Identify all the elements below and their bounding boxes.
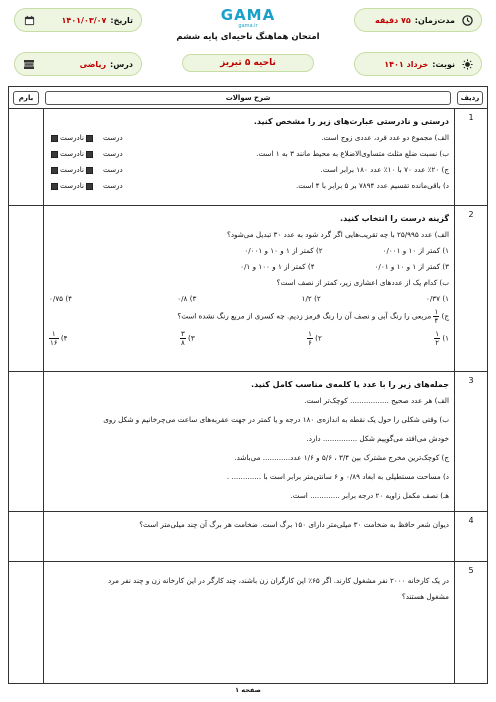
q2c-option[interactable]: ۳) $\frac{۳}{۸}$ <box>180 330 195 347</box>
q3-line: د) مساحت مستطیلی به ابعاد ۰/۸۹ و ۶ سانتی‌متر برابر است با ............. . <box>226 472 449 481</box>
calendar-icon <box>23 14 35 26</box>
q1-item-text: د) باقی‌مانده تقسیم عدد ۷۸۹۴ بر ۵ برابر با ۴ است. <box>296 181 449 190</box>
question-4 <box>9 512 487 562</box>
q1-item-a <box>49 131 449 147</box>
q2c-option[interactable]: ۴) $\frac{۱}{۱۶}$ <box>50 330 68 347</box>
q3-line: خودش می‌افتد می‌گوییم شکل ............... دارد. <box>306 434 449 443</box>
q1-item-text: ب) نسبت ضلع مثلث متساوی‌الاضلاع به محیط مانند ۳ به ۱ است. <box>256 149 449 158</box>
header-barom: بارم <box>13 91 39 105</box>
q2a-option[interactable]: ۴) کمتر از ۱ و ۱۰۰ و ۰/۱ <box>240 262 315 271</box>
subject-pill <box>14 52 142 76</box>
question-title: جمله‌های زیر را با عدد یا کلمه‌ی مناسب کامل کنید. <box>251 380 449 389</box>
sun-icon <box>461 58 473 70</box>
duration-label: مدت‌زمان: <box>414 15 455 25</box>
question-number: 1 <box>468 113 474 122</box>
turn-pill <box>354 52 482 76</box>
q3-line: ب) وقتی شکلی را حول یک نقطه به اندازه‌ی ۱۸۰ درجه و یا کمتر در جهت عقربه‌های ساعت می‌چرخانیم و شکل روی <box>103 415 449 424</box>
header-sharh: شرح سوالات <box>45 91 451 105</box>
q3-line: ج) کوچک‌ترین مخرج مشترک بین ۳/۴ ، ۵/۶ و ۱/۶ عدد............ می‌باشد. <box>234 453 449 462</box>
date-value: ۱۴۰۱/۰۳/۰۷ <box>61 15 107 25</box>
true-option[interactable]: درست <box>102 133 123 142</box>
duration-pill <box>354 8 482 32</box>
false-option[interactable]: نادرست <box>51 163 93 177</box>
page-number: صفحه ۱ <box>235 686 261 694</box>
date-pill <box>14 8 142 32</box>
logo-subtext: gama.ir <box>238 23 258 29</box>
checkbox-icon[interactable] <box>51 135 58 142</box>
q1-item-d <box>49 179 449 195</box>
books-icon <box>23 58 35 70</box>
q4-text: دیوان شعر حافظ به ضخامت ۳۰ میلی‌متر دارای ۱۵۰ برگ است. ضخامت هر برگ آن چند میلی‌متر است؟ <box>139 520 449 529</box>
district-badge: ناحیه ۵ تبریز <box>182 54 314 72</box>
q2a-option[interactable]: ۳) کمتر از ۱ و ۱۰ و ۰/۰۱ <box>374 262 449 271</box>
q2b-stem: ب) کدام یک از عددهای اعشاری زیر، کمتر از نصف است؟ <box>276 278 449 287</box>
q2b-option[interactable]: ۱) ۰/۳۷ <box>426 294 449 303</box>
subject-value: ریاضی <box>79 59 107 69</box>
question-3 <box>9 372 487 512</box>
question-number: 4 <box>468 516 474 525</box>
q2a-option[interactable]: ۱) کمتر از ۱۰ و ۰/۰۰۱ <box>382 246 449 255</box>
checkbox-icon[interactable] <box>86 167 93 174</box>
clock-icon <box>461 14 473 26</box>
checkbox-icon[interactable] <box>86 135 93 142</box>
q2c-option[interactable]: ۱) $\frac{۱}{۲}$ <box>435 330 449 347</box>
true-option[interactable]: درست <box>102 165 123 174</box>
false-option[interactable]: نادرست <box>51 147 93 161</box>
question-number: 3 <box>468 376 474 385</box>
checkbox-icon[interactable] <box>51 151 58 158</box>
turn-label: نوبت: <box>432 59 455 69</box>
true-option[interactable]: درست <box>102 181 123 190</box>
logo-wordmark: GAMA <box>220 6 276 24</box>
q5-text: در یک کارخانه ۲۰۰۰ نفر مشغول کارند. اگر ۶۵٪ این کارگران زن باشند، چند کارگر در این کارخانه زن و چند نفر مرد <box>107 576 449 585</box>
false-option[interactable]: نادرست <box>51 131 93 145</box>
q1-item-text: ج) ۲۰٪ عدد ۷۰ با ۱۰٪ عدد ۱۸۰ برابر است. <box>320 165 449 174</box>
header-radif: ردیف <box>457 91 483 105</box>
q3-line: هـ) نصف مکمل زاویه ۲۰ درجه برابر ............. است. <box>290 491 449 500</box>
gama-logo <box>210 8 286 30</box>
q2a-stem: الف) عدد ۲۵/۹۹۵ با چه تقریب‌هایی اگر گرد شود به عدد ۳۰ تبدیل می‌شود؟ <box>227 230 449 239</box>
q2a-option[interactable]: ۲) کمتر از ۱ و ۱۰ و ۰/۰۰۱ <box>244 246 323 255</box>
q1-item-text: الف) مجموع دو عدد فرد، عددی زوج است. <box>321 133 449 142</box>
q2c-stem: ج) $\frac{۱}{۴}$ مربعی را رنگ آبی و نصف آن را رنگ قرمز زدیم. چه کسری از مربع رنگ نشده است؟ <box>177 308 449 325</box>
subject-label: درس: <box>110 59 133 69</box>
q2b-option[interactable]: ۴) ۰/۷۵ <box>49 294 73 303</box>
question-number: 2 <box>468 210 474 219</box>
question-number: 5 <box>468 566 474 575</box>
checkbox-icon[interactable] <box>51 167 58 174</box>
question-1 <box>9 109 487 206</box>
q1-item-b <box>49 147 449 163</box>
q3-line: الف) هر عدد صحیح ................. کوچک‌تر است. <box>304 396 449 405</box>
q1-item-c <box>49 163 449 179</box>
checkbox-icon[interactable] <box>86 151 93 158</box>
checkbox-icon[interactable] <box>86 183 93 190</box>
q2b-option[interactable]: ۲) ۱/۲ <box>301 294 321 303</box>
question-2 <box>9 206 487 372</box>
checkbox-icon[interactable] <box>51 183 58 190</box>
question-title: گزینه درست را انتخاب کنید. <box>340 214 449 223</box>
q2c-option[interactable]: ۲) $\frac{۱}{۶}$ <box>308 330 322 347</box>
question-5 <box>9 562 487 685</box>
exam-title: امتحان هماهنگ ناحیه‌ای پایه ششم <box>176 32 320 42</box>
question-title: درستی و نادرستی عبارت‌های زیر را مشخص کنید. <box>253 117 449 126</box>
table-header <box>9 87 487 109</box>
fraction: $\frac{۱}{۴}$ <box>434 308 439 325</box>
date-label: تاریخ: <box>110 15 133 25</box>
q5-text: مشغول هستند؟ <box>401 592 449 601</box>
false-option[interactable]: نادرست <box>51 179 93 193</box>
turn-value: خرداد ۱۴۰۱ <box>384 59 429 69</box>
questions-table <box>8 86 488 684</box>
q2b-option[interactable]: ۳) ۰/۸ <box>177 294 197 303</box>
true-option[interactable]: درست <box>102 149 123 158</box>
duration-value: ۷۵ دقیقه <box>375 15 411 25</box>
